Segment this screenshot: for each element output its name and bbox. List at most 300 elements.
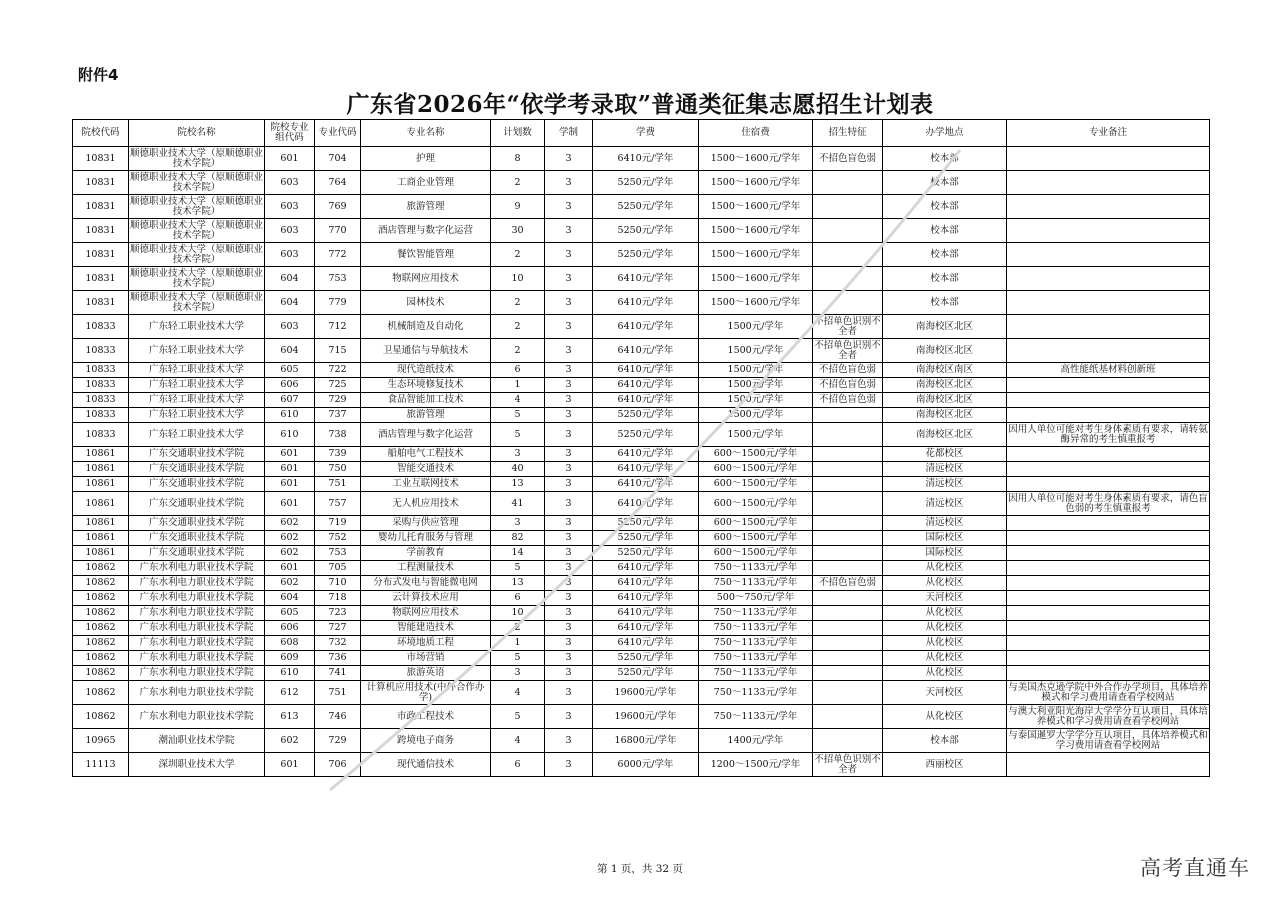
cell-major-code: 722 xyxy=(315,363,361,378)
cell-campus: 从化校区 xyxy=(883,705,1007,729)
cell-duration: 3 xyxy=(545,243,593,267)
cell-remarks xyxy=(1007,315,1210,339)
cell-group-code: 610 xyxy=(265,423,315,447)
cell-group-code: 603 xyxy=(265,195,315,219)
cell-tuition: 5250元/学年 xyxy=(593,531,699,546)
cell-tuition: 6410元/学年 xyxy=(593,477,699,492)
cell-campus: 花都校区 xyxy=(883,447,1007,462)
cell-campus: 清远校区 xyxy=(883,516,1007,531)
cell-dorm-fee: 600～1500元/学年 xyxy=(699,492,813,516)
cell-major-code: 741 xyxy=(315,666,361,681)
cell-school-name: 潮汕职业技术学院 xyxy=(129,729,265,753)
cell-school-code: 10831 xyxy=(73,267,129,291)
header-duration: 学制 xyxy=(545,120,593,147)
cell-tuition: 5250元/学年 xyxy=(593,546,699,561)
cell-restrictions: 不招色盲色弱 xyxy=(813,363,883,378)
cell-restrictions xyxy=(813,408,883,423)
cell-group-code: 603 xyxy=(265,219,315,243)
cell-tuition: 6410元/学年 xyxy=(593,315,699,339)
cell-major-name: 酒店管理与数字化运营 xyxy=(361,423,491,447)
cell-duration: 3 xyxy=(545,393,593,408)
cell-plan-count: 40 xyxy=(491,462,545,477)
cell-tuition: 5250元/学年 xyxy=(593,219,699,243)
cell-group-code: 601 xyxy=(265,477,315,492)
cell-group-code: 602 xyxy=(265,576,315,591)
cell-group-code: 608 xyxy=(265,636,315,651)
cell-remarks xyxy=(1007,447,1210,462)
cell-restrictions xyxy=(813,636,883,651)
header-school-name: 院校名称 xyxy=(129,120,265,147)
cell-major-code: 727 xyxy=(315,621,361,636)
cell-tuition: 6410元/学年 xyxy=(593,378,699,393)
table-row xyxy=(73,606,1210,621)
cell-restrictions xyxy=(813,291,883,315)
header-group-code: 院校专业组代码 xyxy=(265,120,315,147)
table-row xyxy=(73,729,1210,753)
cell-major-name: 计算机应用技术(中外合作办学) xyxy=(361,681,491,705)
cell-restrictions xyxy=(813,492,883,516)
cell-major-code: 712 xyxy=(315,315,361,339)
cell-restrictions: 不招单色识别不全者 xyxy=(814,315,881,337)
cell-major-code: 753 xyxy=(315,546,361,561)
cell-campus: 国际校区 xyxy=(883,546,1007,561)
cell-major-code: 753 xyxy=(315,267,361,291)
cell-group-code: 610 xyxy=(265,408,315,423)
cell-major-name: 智能建造技术 xyxy=(361,621,491,636)
cell-dorm-fee: 750～1133元/学年 xyxy=(699,651,813,666)
cell-campus: 从化校区 xyxy=(883,576,1007,591)
cell-school-name: 广东水利电力职业技术学院 xyxy=(129,621,265,636)
cell-plan-count: 8 xyxy=(491,147,545,171)
cell-tuition: 6410元/学年 xyxy=(593,561,699,576)
cell-duration: 3 xyxy=(545,531,593,546)
cell-duration: 3 xyxy=(545,423,593,447)
cell-duration: 3 xyxy=(545,195,593,219)
cell-tuition: 6410元/学年 xyxy=(593,621,699,636)
cell-group-code: 601 xyxy=(265,492,315,516)
cell-restrictions xyxy=(813,729,883,753)
cell-school-code: 10833 xyxy=(73,315,129,339)
cell-school-name: 广东轻工职业技术大学 xyxy=(129,423,265,447)
cell-duration: 3 xyxy=(545,705,593,729)
cell-dorm-fee: 750～1133元/学年 xyxy=(699,576,813,591)
table-row xyxy=(73,651,1210,666)
cell-school-name: 广东交通职业技术学院 xyxy=(129,516,265,531)
cell-plan-count: 41 xyxy=(491,492,545,516)
cell-school-name: 广东轻工职业技术大学 xyxy=(129,378,265,393)
cell-duration: 3 xyxy=(545,636,593,651)
cell-tuition: 6410元/学年 xyxy=(593,447,699,462)
cell-major-code: 757 xyxy=(315,492,361,516)
cell-remarks xyxy=(1007,219,1210,243)
cell-major-code: 752 xyxy=(315,531,361,546)
cell-school-name: 广东轻工职业技术大学 xyxy=(129,393,265,408)
cell-school-name: 顺德职业技术大学（原顺德职业技术学院） xyxy=(130,291,264,313)
cell-group-code: 609 xyxy=(265,651,315,666)
cell-school-code: 10862 xyxy=(73,606,129,621)
cell-dorm-fee: 1500～1600元/学年 xyxy=(699,291,813,315)
cell-major-code: 725 xyxy=(315,378,361,393)
cell-school-code: 10862 xyxy=(73,561,129,576)
cell-remarks xyxy=(1007,408,1210,423)
cell-school-name: 广东水利电力职业技术学院 xyxy=(129,666,265,681)
cell-school-code: 10833 xyxy=(73,339,129,363)
cell-campus: 清远校区 xyxy=(883,477,1007,492)
cell-dorm-fee: 750～1133元/学年 xyxy=(699,705,813,729)
cell-duration: 3 xyxy=(545,666,593,681)
table-row xyxy=(73,378,1210,393)
cell-duration: 3 xyxy=(545,651,593,666)
cell-major-code: 751 xyxy=(315,477,361,492)
cell-duration: 3 xyxy=(545,147,593,171)
cell-campus: 从化校区 xyxy=(883,651,1007,666)
cell-campus: 校本部 xyxy=(883,195,1007,219)
table-row xyxy=(73,666,1210,681)
cell-remarks xyxy=(1007,666,1210,681)
cell-school-name: 广东水利电力职业技术学院 xyxy=(129,606,265,621)
header-restrictions: 招生特征 xyxy=(813,120,883,147)
cell-school-code: 10861 xyxy=(73,516,129,531)
cell-school-name: 广东水利电力职业技术学院 xyxy=(129,651,265,666)
cell-remarks xyxy=(1007,591,1210,606)
cell-remarks xyxy=(1007,576,1210,591)
cell-restrictions xyxy=(813,423,883,447)
cell-restrictions: 不招单色识别不全者 xyxy=(814,339,881,361)
table-row xyxy=(73,753,1210,777)
cell-group-code: 601 xyxy=(265,462,315,477)
cell-remarks xyxy=(1007,546,1210,561)
cell-restrictions xyxy=(813,591,883,606)
cell-major-name: 工程测量技术 xyxy=(361,561,491,576)
table-row xyxy=(73,591,1210,606)
cell-school-name: 顺德职业技术大学（原顺德职业技术学院） xyxy=(130,171,264,193)
cell-plan-count: 2 xyxy=(491,243,545,267)
cell-restrictions xyxy=(813,681,883,705)
cell-school-name: 顺德职业技术大学（原顺德职业技术学院） xyxy=(130,147,264,169)
cell-tuition: 6410元/学年 xyxy=(593,339,699,363)
cell-school-code: 10833 xyxy=(73,363,129,378)
cell-duration: 3 xyxy=(545,546,593,561)
cell-plan-count: 1 xyxy=(491,636,545,651)
cell-major-name: 无人机应用技术 xyxy=(361,492,491,516)
cell-group-code: 604 xyxy=(265,267,315,291)
cell-restrictions xyxy=(813,447,883,462)
cell-group-code: 606 xyxy=(265,621,315,636)
cell-duration: 3 xyxy=(545,621,593,636)
cell-school-name: 广东交通职业技术学院 xyxy=(129,447,265,462)
cell-restrictions: 不招单色识别不全者 xyxy=(814,753,881,775)
cell-plan-count: 5 xyxy=(491,651,545,666)
cell-plan-count: 2 xyxy=(491,621,545,636)
cell-campus: 南海校区北区 xyxy=(883,378,1007,393)
cell-plan-count: 2 xyxy=(491,171,545,195)
cell-school-name: 广东水利电力职业技术学院 xyxy=(129,681,265,705)
cell-dorm-fee: 1500元/学年 xyxy=(699,408,813,423)
enrollment-plan-table xyxy=(72,119,1210,777)
cell-campus: 西丽校区 xyxy=(883,753,1007,777)
cell-tuition: 6410元/学年 xyxy=(593,606,699,621)
cell-duration: 3 xyxy=(545,447,593,462)
cell-restrictions xyxy=(813,606,883,621)
cell-group-code: 604 xyxy=(265,339,315,363)
header-campus: 办学地点 xyxy=(883,120,1007,147)
cell-school-code: 10833 xyxy=(73,408,129,423)
cell-major-code: 736 xyxy=(315,651,361,666)
cell-duration: 3 xyxy=(545,681,593,705)
cell-duration: 3 xyxy=(545,363,593,378)
cell-tuition: 6410元/学年 xyxy=(593,363,699,378)
cell-school-code: 10862 xyxy=(73,681,129,705)
cell-major-name: 云计算技术应用 xyxy=(361,591,491,606)
cell-remarks xyxy=(1007,516,1210,531)
cell-group-code: 613 xyxy=(265,705,315,729)
header-major-name: 专业名称 xyxy=(361,120,491,147)
cell-school-code: 10831 xyxy=(73,219,129,243)
cell-remarks xyxy=(1007,243,1210,267)
cell-remarks: 高性能纸基材料创新班 xyxy=(1007,363,1210,378)
cell-duration: 3 xyxy=(545,753,593,777)
cell-plan-count: 10 xyxy=(491,267,545,291)
cell-school-code: 10831 xyxy=(73,243,129,267)
cell-duration: 3 xyxy=(545,408,593,423)
cell-campus: 校本部 xyxy=(883,267,1007,291)
cell-major-code: 750 xyxy=(315,462,361,477)
table-row xyxy=(73,531,1210,546)
table-row xyxy=(73,576,1210,591)
cell-major-name: 酒店管理与数字化运营 xyxy=(361,219,491,243)
cell-restrictions xyxy=(813,171,883,195)
cell-plan-count: 13 xyxy=(491,477,545,492)
cell-restrictions xyxy=(813,219,883,243)
cell-major-name: 卫星通信与导航技术 xyxy=(361,339,491,363)
cell-major-code: 710 xyxy=(315,576,361,591)
cell-remarks xyxy=(1007,291,1210,315)
cell-dorm-fee: 1500元/学年 xyxy=(699,339,813,363)
cell-remarks: 与泰国暹罗大学学分互认项目，具体培养模式和学习费用请查看学校网站 xyxy=(1008,729,1208,751)
cell-dorm-fee: 1500～1600元/学年 xyxy=(699,195,813,219)
cell-major-code: 723 xyxy=(315,606,361,621)
cell-duration: 3 xyxy=(545,462,593,477)
cell-major-code: 737 xyxy=(315,408,361,423)
cell-remarks: 因用人单位可能对考生身体素质有要求，请转氨酶异常的考生慎重报考 xyxy=(1008,423,1208,445)
cell-plan-count: 13 xyxy=(491,576,545,591)
cell-dorm-fee: 1400元/学年 xyxy=(699,729,813,753)
cell-tuition: 6410元/学年 xyxy=(593,291,699,315)
cell-major-code: 769 xyxy=(315,195,361,219)
cell-tuition: 5250元/学年 xyxy=(593,243,699,267)
cell-major-name: 机械制造及自动化 xyxy=(361,315,491,339)
cell-campus: 校本部 xyxy=(883,729,1007,753)
cell-plan-count: 4 xyxy=(491,729,545,753)
cell-major-code: 751 xyxy=(315,681,361,705)
cell-tuition: 5250元/学年 xyxy=(593,666,699,681)
cell-school-name: 顺德职业技术大学（原顺德职业技术学院） xyxy=(130,243,264,265)
cell-remarks xyxy=(1007,606,1210,621)
table-row xyxy=(73,477,1210,492)
cell-group-code: 601 xyxy=(265,753,315,777)
cell-tuition: 5250元/学年 xyxy=(593,195,699,219)
cell-plan-count: 10 xyxy=(491,606,545,621)
header-major-code: 专业代码 xyxy=(315,120,361,147)
table-row xyxy=(73,339,1210,363)
table-row xyxy=(73,243,1210,267)
cell-remarks: 因用人单位可能对考生身体素质有要求，请色盲色弱的考生慎重报考 xyxy=(1008,492,1208,514)
cell-duration: 3 xyxy=(545,516,593,531)
cell-major-name: 旅游管理 xyxy=(361,408,491,423)
cell-dorm-fee: 1500～1600元/学年 xyxy=(699,171,813,195)
cell-remarks xyxy=(1007,753,1210,777)
cell-school-name: 广东轻工职业技术大学 xyxy=(129,363,265,378)
cell-duration: 3 xyxy=(545,561,593,576)
cell-group-code: 604 xyxy=(265,591,315,606)
cell-plan-count: 9 xyxy=(491,195,545,219)
cell-dorm-fee: 600～1500元/学年 xyxy=(699,447,813,462)
cell-school-name: 广东交通职业技术学院 xyxy=(129,492,265,516)
cell-school-code: 10862 xyxy=(73,621,129,636)
cell-major-code: 718 xyxy=(315,591,361,606)
cell-campus: 从化校区 xyxy=(883,636,1007,651)
cell-major-name: 市政工程技术 xyxy=(361,705,491,729)
cell-major-name: 旅游英语 xyxy=(361,666,491,681)
cell-plan-count: 5 xyxy=(491,561,545,576)
cell-major-name: 采购与供应管理 xyxy=(361,516,491,531)
cell-tuition: 5250元/学年 xyxy=(593,171,699,195)
cell-major-name: 工业互联网技术 xyxy=(361,477,491,492)
cell-school-name: 广东水利电力职业技术学院 xyxy=(129,576,265,591)
cell-dorm-fee: 750～1133元/学年 xyxy=(699,561,813,576)
cell-plan-count: 4 xyxy=(491,681,545,705)
cell-major-name: 物联网应用技术 xyxy=(361,606,491,621)
cell-major-name: 护理 xyxy=(361,147,491,171)
cell-school-code: 10833 xyxy=(73,423,129,447)
cell-major-code: 704 xyxy=(315,147,361,171)
cell-major-name: 学前教育 xyxy=(361,546,491,561)
cell-school-name: 广东水利电力职业技术学院 xyxy=(129,705,265,729)
cell-duration: 3 xyxy=(545,477,593,492)
cell-tuition: 19600元/学年 xyxy=(593,681,699,705)
cell-remarks xyxy=(1007,378,1210,393)
cell-school-code: 10861 xyxy=(73,462,129,477)
cell-campus: 南海校区北区 xyxy=(883,423,1007,447)
cell-restrictions xyxy=(813,621,883,636)
cell-tuition: 6410元/学年 xyxy=(593,576,699,591)
cell-school-code: 10861 xyxy=(73,546,129,561)
cell-tuition: 6000元/学年 xyxy=(593,753,699,777)
cell-plan-count: 6 xyxy=(491,753,545,777)
table-row xyxy=(73,462,1210,477)
cell-dorm-fee: 1500～1600元/学年 xyxy=(699,243,813,267)
cell-school-name: 广东轻工职业技术大学 xyxy=(129,339,265,363)
cell-group-code: 604 xyxy=(265,291,315,315)
cell-major-name: 现代造纸技术 xyxy=(361,363,491,378)
cell-dorm-fee: 1500～1600元/学年 xyxy=(699,267,813,291)
cell-tuition: 5250元/学年 xyxy=(593,516,699,531)
cell-major-code: 715 xyxy=(315,339,361,363)
cell-school-code: 10831 xyxy=(73,171,129,195)
cell-tuition: 5250元/学年 xyxy=(593,651,699,666)
cell-duration: 3 xyxy=(545,606,593,621)
cell-dorm-fee: 750～1133元/学年 xyxy=(699,636,813,651)
cell-group-code: 602 xyxy=(265,546,315,561)
table-row xyxy=(73,363,1210,378)
cell-school-code: 10862 xyxy=(73,576,129,591)
cell-dorm-fee: 1200～1500元/学年 xyxy=(699,753,813,777)
cell-plan-count: 2 xyxy=(491,339,545,363)
cell-group-code: 602 xyxy=(265,729,315,753)
cell-campus: 南海校区北区 xyxy=(883,315,1007,339)
cell-major-name: 环境地质工程 xyxy=(361,636,491,651)
cell-restrictions: 不招色盲色弱 xyxy=(813,147,883,171)
cell-dorm-fee: 600～1500元/学年 xyxy=(699,462,813,477)
cell-group-code: 605 xyxy=(265,606,315,621)
cell-dorm-fee: 600～1500元/学年 xyxy=(699,546,813,561)
cell-campus: 校本部 xyxy=(883,147,1007,171)
cell-dorm-fee: 1500元/学年 xyxy=(699,378,813,393)
cell-plan-count: 3 xyxy=(491,516,545,531)
cell-school-code: 10861 xyxy=(73,477,129,492)
cell-school-name: 广东轻工职业技术大学 xyxy=(129,315,265,339)
cell-tuition: 6410元/学年 xyxy=(593,147,699,171)
table-row xyxy=(73,195,1210,219)
cell-tuition: 6410元/学年 xyxy=(593,393,699,408)
cell-tuition: 5250元/学年 xyxy=(593,408,699,423)
table-row xyxy=(73,546,1210,561)
cell-major-code: 764 xyxy=(315,171,361,195)
cell-major-name: 工商企业管理 xyxy=(361,171,491,195)
cell-major-name: 智能交通技术 xyxy=(361,462,491,477)
cell-dorm-fee: 600～1500元/学年 xyxy=(699,516,813,531)
cell-plan-count: 2 xyxy=(491,291,545,315)
cell-restrictions xyxy=(813,243,883,267)
header-remarks: 专业备注 xyxy=(1007,120,1210,147)
cell-school-code: 10833 xyxy=(73,378,129,393)
cell-duration: 3 xyxy=(545,492,593,516)
cell-restrictions xyxy=(813,477,883,492)
cell-school-code: 10861 xyxy=(73,531,129,546)
cell-remarks xyxy=(1007,561,1210,576)
cell-group-code: 603 xyxy=(265,315,315,339)
cell-major-name: 生态环境修复技术 xyxy=(361,378,491,393)
cell-major-name: 跨境电子商务 xyxy=(361,729,491,753)
cell-group-code: 601 xyxy=(265,561,315,576)
table-row xyxy=(73,705,1210,729)
cell-group-code: 603 xyxy=(265,171,315,195)
cell-remarks xyxy=(1007,339,1210,363)
cell-group-code: 610 xyxy=(265,666,315,681)
cell-remarks xyxy=(1007,636,1210,651)
cell-school-code: 11113 xyxy=(73,753,129,777)
cell-group-code: 605 xyxy=(265,363,315,378)
cell-remarks xyxy=(1007,195,1210,219)
cell-campus: 校本部 xyxy=(883,243,1007,267)
cell-school-name: 广东水利电力职业技术学院 xyxy=(129,591,265,606)
cell-campus: 从化校区 xyxy=(883,666,1007,681)
cell-tuition: 6410元/学年 xyxy=(593,267,699,291)
corner-logo: 高考直通车 xyxy=(1140,856,1250,880)
table-row xyxy=(73,516,1210,531)
cell-restrictions xyxy=(813,561,883,576)
cell-dorm-fee: 750～1133元/学年 xyxy=(699,606,813,621)
cell-duration: 3 xyxy=(545,315,593,339)
cell-restrictions xyxy=(813,267,883,291)
cell-major-name: 园林技术 xyxy=(361,291,491,315)
cell-school-name: 顺德职业技术大学（原顺德职业技术学院） xyxy=(130,219,264,241)
cell-duration: 3 xyxy=(545,591,593,606)
cell-group-code: 601 xyxy=(265,447,315,462)
cell-school-code: 10861 xyxy=(73,492,129,516)
cell-plan-count: 6 xyxy=(491,363,545,378)
cell-campus: 天河校区 xyxy=(883,681,1007,705)
